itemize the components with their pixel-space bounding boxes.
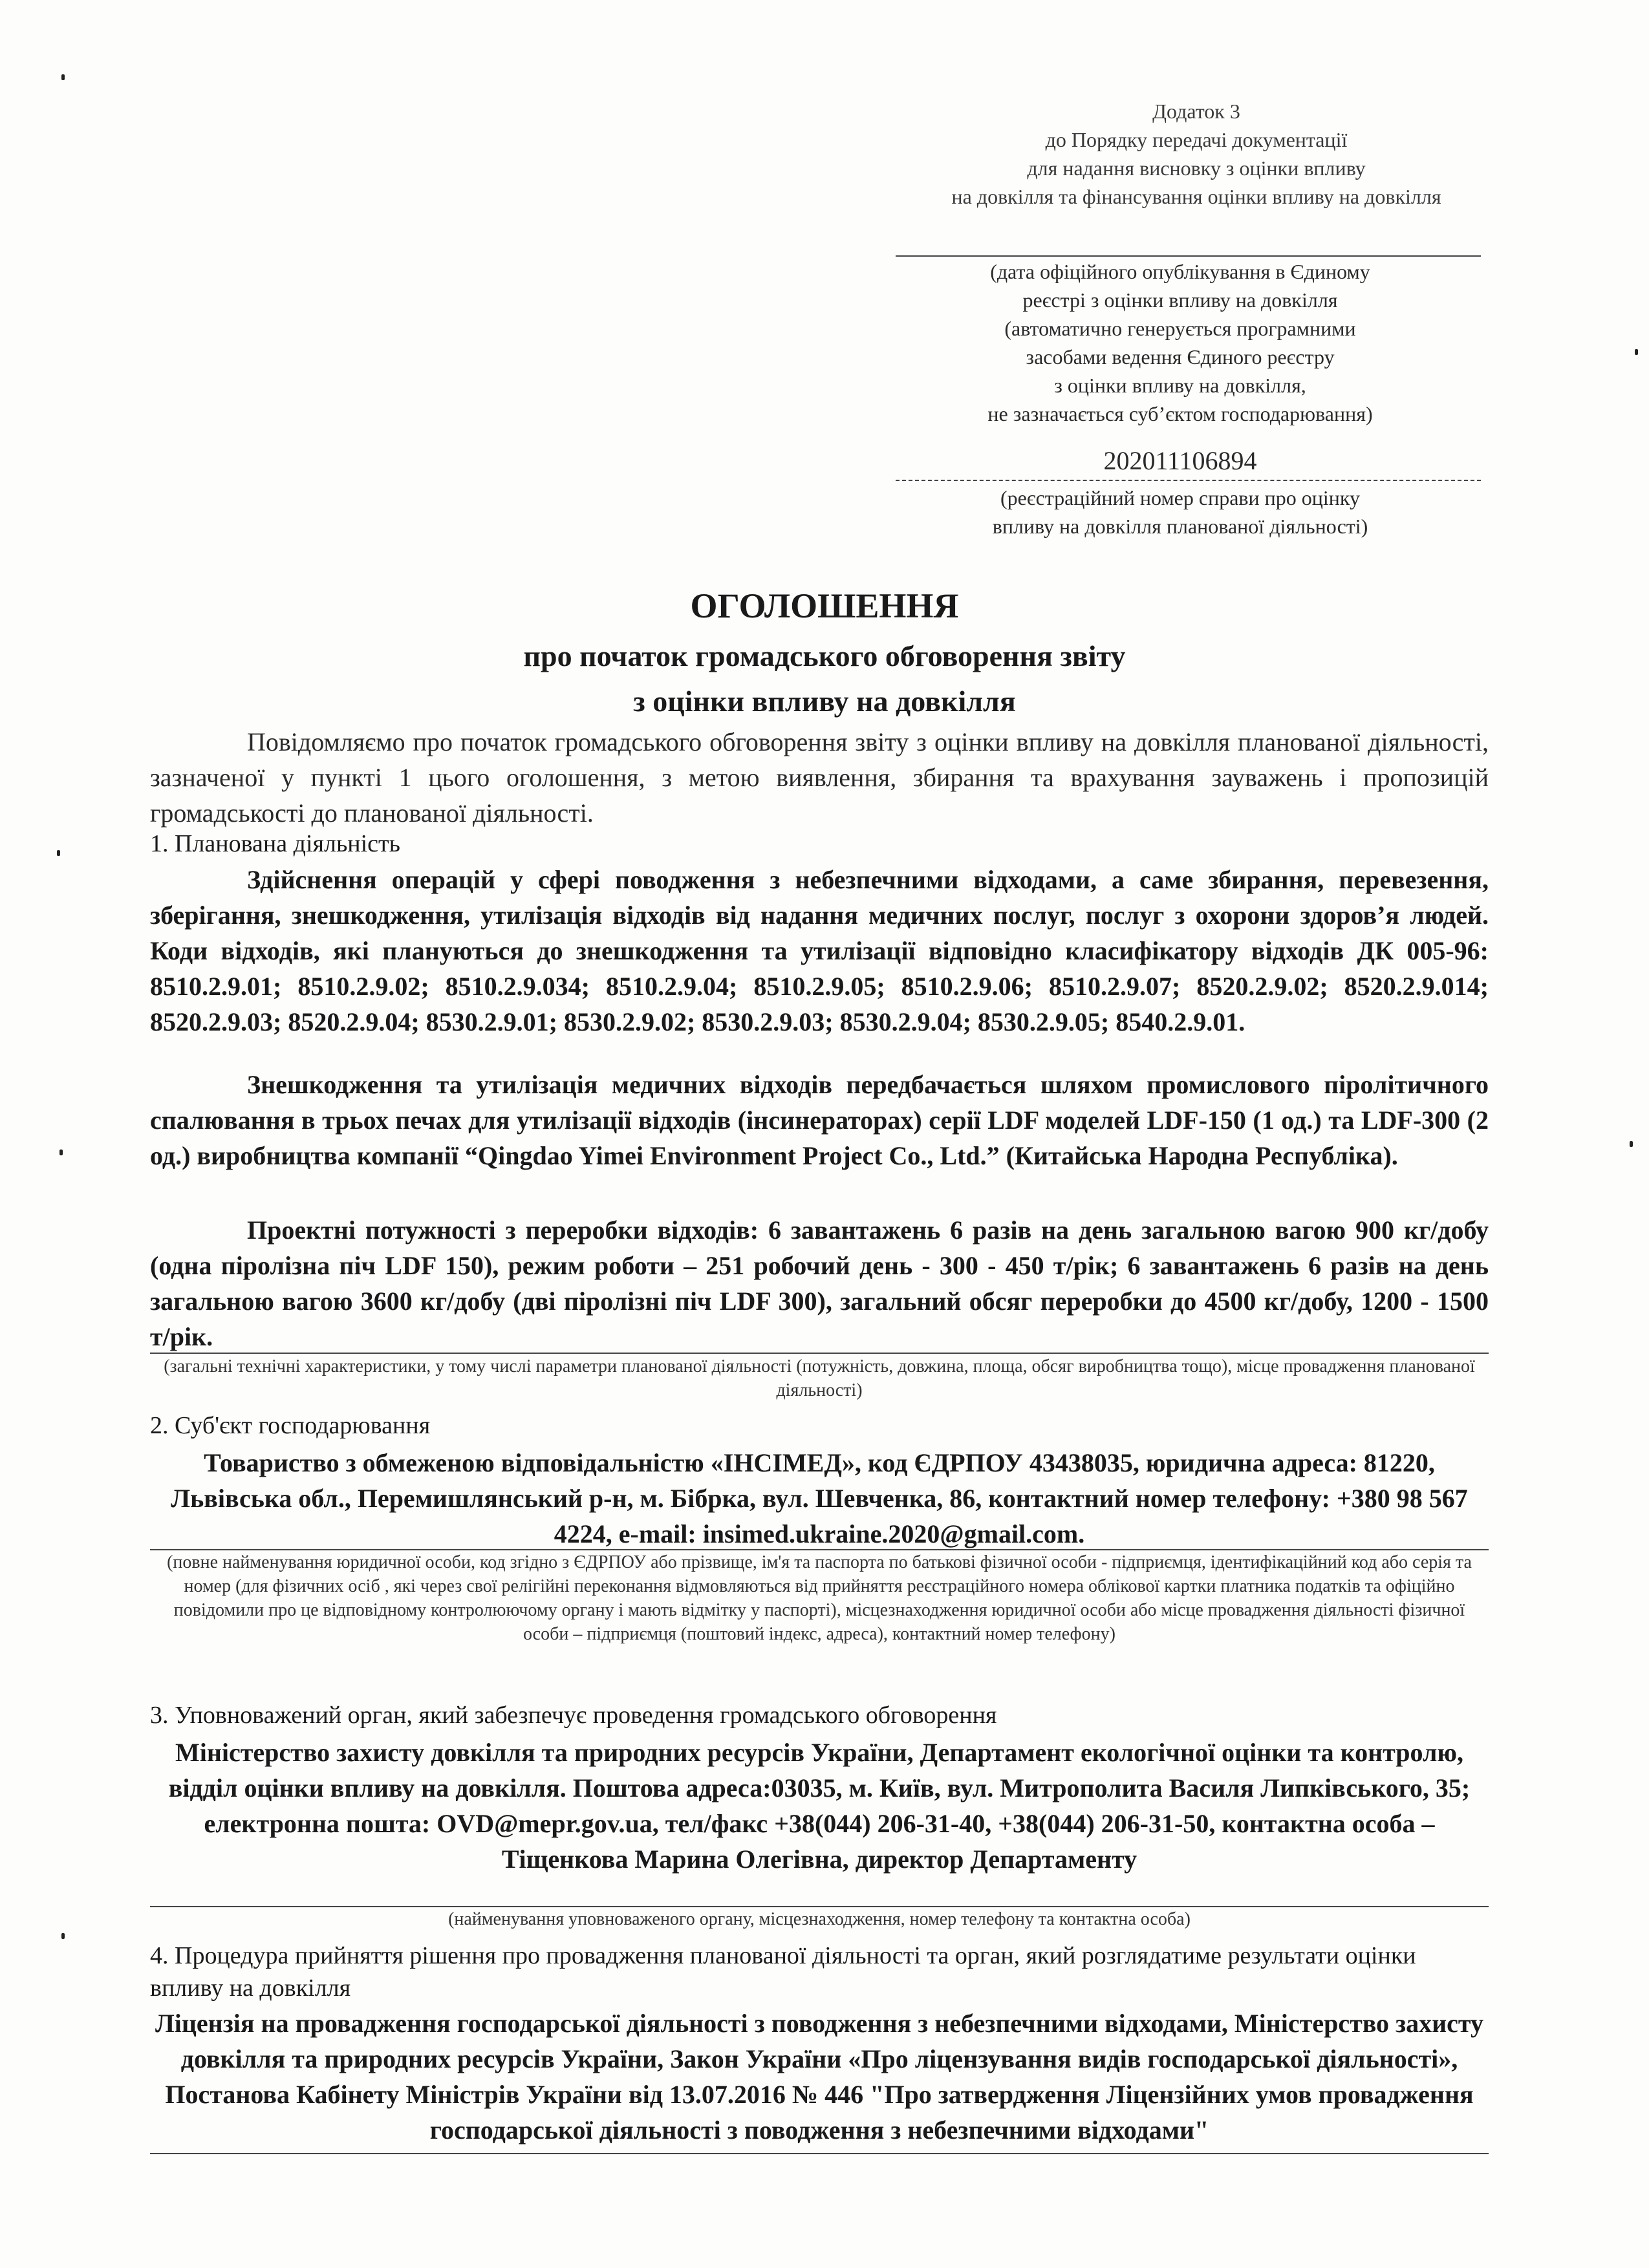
note-line: з оцінки впливу на довкілля, (1054, 374, 1306, 397)
subtitle-text: з оцінки впливу на довкілля (633, 685, 1016, 718)
subtitle-text: про початок громадського обговорення звіту (523, 639, 1126, 672)
section-3-note: (найменування уповноваженого органу, місцезнаходження, номер телефону та контактна особа) (448, 1909, 1191, 1929)
scan-speck (59, 1150, 63, 1155)
section-1-note: (загальні технічні характеристики, у тому числі параметри планованої діяльності (потужність, довжина, площа, обсяг виробництва тощо), місце провадження планованої діяльності) (164, 1356, 1475, 1400)
divider-line (150, 2153, 1489, 2154)
divider-line (896, 480, 1481, 481)
case-number-note (886, 484, 1474, 540)
appendix-line: для надання висновку з оцінки впливу (1027, 156, 1366, 180)
section-2-note: (повне найменування юридичної особи, код згідно з ЄДРПОУ або прізвище, ім'я та паспорта по батькові фізичної особи - підприємця, ідентифікаційний код або серія та номер (для фізичних осіб , які через свої релігійні переконання відмовляються від прийняття реєстраційного номера облікової картки платника податків та офіційно повідомили про це відповідному контролюючому органу і мають відмітку у паспорті), місцезнаходження юридичної особи або місце провадження діяльності фізичної особи – підприємця (поштовий індекс, адреса), контактний номер телефону) (167, 1552, 1472, 1644)
note-line: реєстрі з оцінки впливу на довкілля (1022, 288, 1338, 312)
appendix-line: до Порядку передачі документації (1045, 128, 1348, 151)
scan-speck (61, 74, 65, 80)
title-main: ОГОЛОШЕННЯ (690, 586, 959, 625)
appendix-header (834, 97, 1558, 211)
subtitle-line (0, 637, 1649, 676)
case-number-value: 202011106894 (1103, 446, 1257, 475)
section-2-heading: 2. Суб'єкт господарювання (150, 1412, 431, 1439)
publication-note (886, 257, 1474, 428)
section-1-paragraph: Знешкодження та утилізація медичних відходів передбачається шляхом промислового піролітичного спалювання в трьох печах для утилізації відходів (інсинераторах) серії LDF моделей LDF-150 (1 од.) та LDF-300 (2 од.) виробництва компанії “Qingdao Yimei Environment Project Co., Ltd.” (Китайська Народна Республіка). (150, 1070, 1489, 1170)
note-line: (автоматично генерується програмними (1004, 317, 1356, 340)
note-line: впливу на довкілля планованої діяльності) (992, 515, 1368, 538)
section-3-body: Міністерство захисту довкілля та природних ресурсів України, Департамент екологічної оцінки та контролю, відділ оцінки впливу на довкілля. Поштова адреса:03035, м. Київ, вул. Митрополита Василя Липківського, 35; електронна пошта: OVD@mepr.gov.ua, тел/факс +38(044) 206-31-40, +38(044) 206-31-50, контактна особа – Тіщенкова Марина Олегівна, директор Департаменту (168, 1738, 1471, 1874)
note-line: засобами ведення Єдиного реєстру (1026, 345, 1335, 369)
appendix-line: Додаток 3 (1152, 100, 1240, 123)
intro-paragraph: Повідомляємо про початок громадського обговорення звіту з оцінки впливу на довкілля планованої діяльності, зазначеної у пункті 1 цього оголошення, з метою виявлення, збирання та врахування зауважень і пропозицій громадськості до планованої діяльності. (150, 727, 1489, 828)
section-4-body: Ліцензія на провадження господарської діяльності з поводження з небезпечними відходами, Міністерство захисту довкілля та природних ресурсів України, Закон України «Про ліцензування видів господарської діяльності», Постанова Кабінету Міністрів України від 13.07.2016 № 446 "Про затвердження Ліцензійних умов провадження господарської діяльності з поводження з небезпечними відходами" (155, 2009, 1484, 2145)
section-1-heading: 1. Планована діяльність (150, 830, 400, 857)
subtitle-line (0, 682, 1649, 721)
scan-speck (61, 1933, 65, 1939)
section-3-heading: 3. Уповноважений орган, який забезпечує проведення громадського обговорення (150, 1702, 997, 1729)
case-number (886, 445, 1474, 477)
scan-speck (1630, 1141, 1633, 1147)
section-4-heading: 4. Процедура прийняття рішення про провадження планованої діяльності та орган, який розглядатиме результати оцінки впливу на довкілля (150, 1942, 1416, 2002)
page-title (0, 585, 1649, 626)
section-1-paragraph: Проектні потужності з переробки відходів: 6 завантажень 6 разів на день загальною вагою 900 кг/добу (одна піролізна піч LDF 150), режим роботи – 251 робочий день - 300 - 450 т/рік; 6 завантажень 6 разів на день загальною вагою 3600 кг/добу (дві піролізні піч LDF 300), загальний обсяг переробки до 4500 кг/добу, 1200 - 1500 т/рік. (150, 1215, 1489, 1351)
note-line: (дата офіційного опублікування в Єдиному (990, 260, 1370, 283)
note-line: (реєстраційний номер справи про оцінку (1000, 486, 1360, 509)
scan-speck (1635, 349, 1638, 355)
divider-line (150, 1353, 1489, 1354)
appendix-line: на довкілля та фінансування оцінки впливу на довкілля (951, 185, 1441, 208)
section-1-paragraph: Здійснення операцій у сфері поводження з небезпечними відходами, а саме збирання, перевезення, зберігання, знешкодження, утилізація відходів від надання медичних послуг, послуг з охорони здоров’я людей. Коди відходів, які плануються до знешкодження та утилізації відповідно класифікатору відходів ДК 005-96: 8510.2.9.01; 8510.2.9.02; 8510.2.9.034; 8510.2.9.04; 8510.2.9.05; 8510.2.9.06; 8510.2.9.07; 8520.2.9.02; 8520.2.9.014; 8520.2.9.03; 8520.2.9.04; 8530.2.9.01; 8530.2.9.02; 8530.2.9.03; 8530.2.9.04; 8530.2.9.05; 8540.2.9.01. (150, 865, 1489, 1036)
divider-line (896, 255, 1481, 257)
note-line: не зазначається суб’єктом господарювання) (987, 402, 1373, 425)
section-2-body: Товариство з обмеженою відповідальністю «ІНСІМЕД», код ЄДРПОУ 43438035, юридична адреса: 81220, Львівська обл., Перемишлянський р-н, м. Бібрка, вул. Шевченка, 86, контактний номер телефону: +380 98 567 4224, e-mail: insimed.ukraine.2020@gmail.com. (171, 1448, 1468, 1548)
scan-speck (57, 850, 60, 856)
